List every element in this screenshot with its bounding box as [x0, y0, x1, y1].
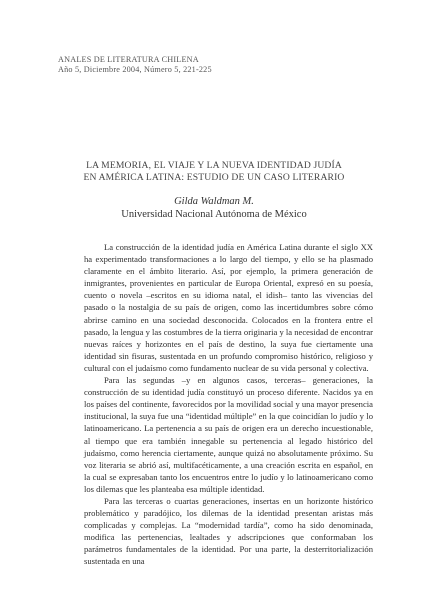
body-paragraph: La construcción de la identidad judía en América Latina durante el siglo XX ha experimentado transformaciones a lo largo del tiempo, y ello se ha plasmado claramente en el ámbito literario. Así, por ejemplo, la primera generación de inmigrantes, provenientes en particular de Europa Oriental, expresó en su poesía, cuento o novela –escritos en su idioma natal, el idish– tanto las vivencias del pasado o la nostalgia de su país de origen, como las incertidumbres sobre cómo abrirse camino en una sociedad desconocida. Colocados en la frontera entre el pasado, la lengua y las costumbres de la tierra originaria y la necesidad de encontrar nuevas raíces y horizontes en el país de destino, la suya fue ciertamente una identidad sin fisuras, sustentada en un profundo compromiso histórico, religioso y cultural con el judaísmo como fundamento nuclear de su vida personal y colectiva.	[84, 242, 373, 373]
author-affiliation: Universidad Nacional Autónoma de México	[121, 209, 307, 220]
article-title	[50, 160, 378, 183]
journal-issue: Año 5, Diciembre 2004, Número 5, 221-225	[58, 64, 212, 74]
journal-header	[58, 55, 212, 74]
article-body	[84, 241, 373, 568]
journal-name: ANALES DE LITERATURA CHILENA	[58, 55, 199, 64]
article-title-line-1: LA MEMORIA, EL VIAJE Y LA NUEVA IDENTIDAD JUDÍA	[86, 160, 342, 171]
body-paragraph: Para las terceras o cuartas generaciones, insertas en un horizonte histórico problemático y paradójico, los dilemas de la identidad presentan aristas más complicadas y complejas. La “modernidad tardía”, como ha sido denominada, modifica las pertenencias, lealtades y adscripciones que conformaban los parámetros fundamentales de la identidad. Por una parte, la desterritorialización sustentada en una	[84, 495, 373, 567]
article-title-line-2: EN AMÉRICA LATINA: ESTUDIO DE UN CASO LITERARIO	[83, 171, 345, 183]
author-block	[50, 195, 378, 221]
author-name: Gilda Waldman M.	[174, 196, 254, 207]
body-paragraph: Para las segundas –y en algunos casos, terceras– generaciones, la construcción de su identidad judía constituyó un proceso diferente. Nacidos ya en los países del continente, favorecidos por la movilidad social y una mayor presencia institucional, la suya fue una “identidad múltiple” en la que coincidían lo judío y lo latinoamericano. La pertenencia a su país de origen era un derecho incuestionable, al tiempo que era también innegable su pertenencia al legado histórico del judaísmo, como herencia ciertamente, aunque quizá no absolutamente próximo. Su voz literaria se abrió así, multifacéticamente, a una creación escrita en español, en la cual se expresaban tanto los encuentros entre lo judío y lo latinoamericano como los dilemas que les planteaba esa múltiple identidad.	[84, 375, 373, 494]
